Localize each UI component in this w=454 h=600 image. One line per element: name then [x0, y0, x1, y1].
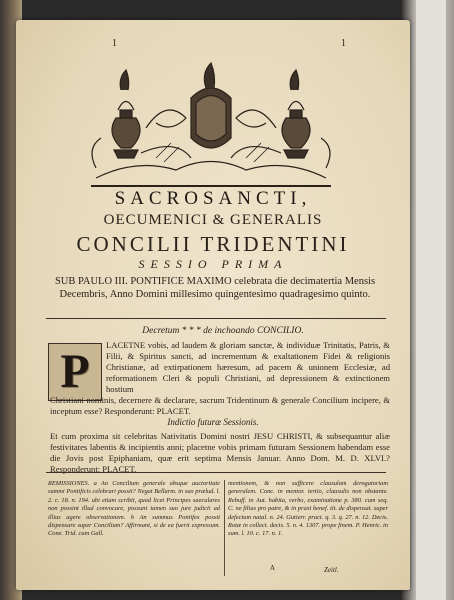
title-line-2: OECUMENICI & GENERALIS — [103, 212, 323, 228]
headpiece-ornament — [76, 58, 346, 190]
page-number-right: 1 — [341, 38, 346, 49]
column-divider — [224, 480, 225, 576]
initial-letter: P — [60, 345, 90, 398]
title-line-1: SACROSANCTI, — [114, 188, 312, 209]
divider-rule — [46, 318, 386, 319]
decree-paragraph: LACETNE vobis, ad laudem & gloriam sanctæ, & individuæ Trinitatis, Patris, & Filii, & Spiritus sancti, ad incrementum & exaltationem Fidei & religionis Christianæ, ad extirpationem hæresum, ad pacem & unionem Ecclesiæ, ad reformationem Cleri & populi Christiani, ad depressionem & extinctionem hostium — [106, 340, 390, 394]
footnote-rule — [46, 472, 386, 473]
next-page-surface — [416, 0, 446, 600]
title-line-4: SESSIO PRIMA — [138, 257, 288, 271]
title-line-3: CONCILII TRIDENTINI — [76, 232, 350, 256]
intro-text: SUB PAULO III. PONTIFICE MAXIMO celebrata die decimatertia Mensis Decembris, Anno Domini millesimo quingentesimo quadragesimo quinto. — [54, 276, 376, 300]
signature-mark: A — [270, 564, 276, 572]
session-paragraph: Et cum proxima sit celebritas Nativitatis Domini nostri JESU CHRISTI, & subsequantur aliæ festivitates labentis & incipientis anni; placetne vobis primam futuram Sessionem habendam esse die Jovis post Epiphaniam, quæ erit septima Mensis Januar. Anno Dom. M. D. XLVI.? Responderunt: PLACET. — [50, 431, 390, 474]
decree-heading: Decretum * * * de inchoando CONCILIO. — [142, 326, 304, 336]
section-heading: Indictio futuræ Sessionis. — [167, 417, 259, 427]
decorated-initial — [48, 343, 102, 401]
decree-paragraph-continued: Christiani nominis, decernere & declarare, sacrum Tridentinum & generale Concilium incipere, & inceptum esse? Responderunt: PLACET. — [50, 395, 390, 416]
page-number-left: 1 — [112, 38, 117, 49]
book-page — [16, 20, 410, 590]
footnotes-left-column: REMISSIONES. a An Concilium generale absque auctoritate summi Pontificis celebrari possit? Negat Bellarm. in suo prælud. l. 2. c. 18. n. 194. ubi etiam scribit, quod licet Principes saeculares non possint illud convocare, possunt tamen suo jure judicii ad illius agere observationem. b An summus Pontifex possit dispensare super Concilium? Affirmant, si de ea fuerit expressum. Cone. Trid. cum Gall. — [48, 480, 220, 538]
footnotes-right-column: mentionem, & non sufficere clausulam derogatoriam generalem. Conc. in mentor. tertio, clausulis non obstante. Rebuff. in Aut. habita, verbo, examinatione p. 380. cum seq. C. ne filius pro patre, & in praxi benef. tit. de dispensat. super defectum natal. n. 24. Gutierr. pract. q. 3. q. 27. n. 12. Decis. Rotæ in collect. decis. 5. n. 4. 1307. prope finem. P. Henric. in sum. l. 10. c. 17. n. 1. — [228, 480, 388, 538]
catchword: Zeitl. — [324, 566, 339, 574]
